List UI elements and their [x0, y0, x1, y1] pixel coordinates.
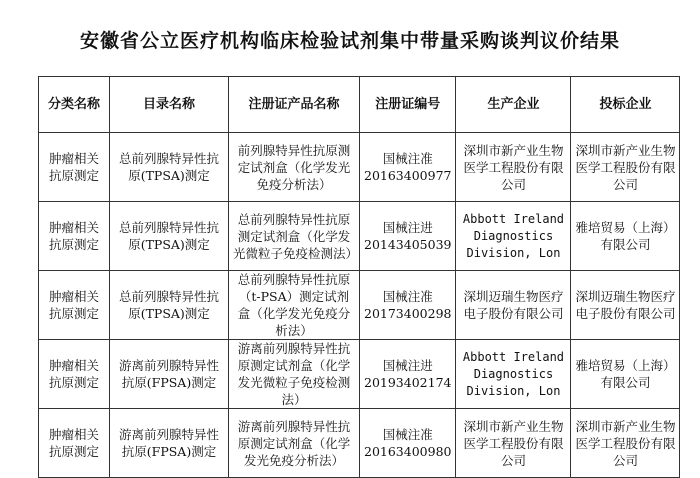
header-catalog: 目录名称 [110, 77, 229, 133]
cell-category: 肿瘤相关抗原测定 [39, 271, 110, 340]
cell-bidder: 深圳市新产业生物医学工程股份有限公司 [571, 133, 680, 202]
cell-manufacturer: Abbott Ireland Diagnostics Division, Lon [456, 202, 571, 271]
table-header-row [39, 77, 680, 133]
cell-catalog: 总前列腺特异性抗原(TPSA)测定 [110, 202, 229, 271]
cell-reg-no: 国械注准20163400977 [360, 133, 456, 202]
cell-manufacturer: 深圳市新产业生物医学工程股份有限公司 [456, 409, 571, 478]
cell-product: 游离前列腺特异性抗原测定试剂盒（化学发光免疫分析法） [229, 409, 360, 478]
cell-manufacturer: Abbott Ireland Diagnostics Division, Lon [456, 340, 571, 409]
cell-bidder: 雅培贸易（上海）有限公司 [571, 202, 680, 271]
cell-product: 前列腺特异性抗原测定试剂盒（化学发光免疫分析法） [229, 133, 360, 202]
cell-category: 肿瘤相关抗原测定 [39, 202, 110, 271]
cell-category: 肿瘤相关抗原测定 [39, 409, 110, 478]
header-reg-no: 注册证编号 [360, 77, 456, 133]
cell-manufacturer: 深圳迈瑞生物医疗电子股份有限公司 [456, 271, 571, 340]
cell-catalog: 总前列腺特异性抗原(TPSA)测定 [110, 271, 229, 340]
cell-bidder: 深圳迈瑞生物医疗电子股份有限公司 [571, 271, 680, 340]
cell-bidder: 深圳市新产业生物医学工程股份有限公司 [571, 409, 680, 478]
header-category: 分类名称 [39, 77, 110, 133]
results-table [38, 76, 680, 478]
cell-product: 游离前列腺特异性抗原测定试剂盒（化学发光微粒子免疫检测法） [229, 340, 360, 409]
cell-reg-no: 国械注准20163400980 [360, 409, 456, 478]
table-row [39, 409, 680, 478]
cell-reg-no: 国械注进20143405039 [360, 202, 456, 271]
cell-category: 肿瘤相关抗原测定 [39, 340, 110, 409]
cell-catalog: 游离前列腺特异性抗原(FPSA)测定 [110, 340, 229, 409]
table-row [39, 340, 680, 409]
cell-product: 总前列腺特异性抗原（t-PSA）测定试剂盒（化学发光免疫分析法） [229, 271, 360, 340]
page-title: 安徽省公立医疗机构临床检验试剂集中带量采购谈判议价结果 [79, 30, 620, 52]
cell-catalog: 游离前列腺特异性抗原(FPSA)测定 [110, 409, 229, 478]
header-manufacturer: 生产企业 [456, 77, 571, 133]
header-product: 注册证产品名称 [229, 77, 360, 133]
table-row [39, 202, 680, 271]
cell-product: 总前列腺特异性抗原测定试剂盒（化学发光微粒子免疫检测法） [229, 202, 360, 271]
cell-bidder: 雅培贸易（上海）有限公司 [571, 340, 680, 409]
table-row [39, 271, 680, 340]
cell-catalog: 总前列腺特异性抗原(TPSA)测定 [110, 133, 229, 202]
cell-manufacturer: 深圳市新产业生物医学工程股份有限公司 [456, 133, 571, 202]
header-bidder: 投标企业 [571, 77, 680, 133]
cell-reg-no: 国械注准20173400298 [360, 271, 456, 340]
cell-category: 肿瘤相关抗原测定 [39, 133, 110, 202]
table-row [39, 133, 680, 202]
cell-reg-no: 国械注进20193402174 [360, 340, 456, 409]
